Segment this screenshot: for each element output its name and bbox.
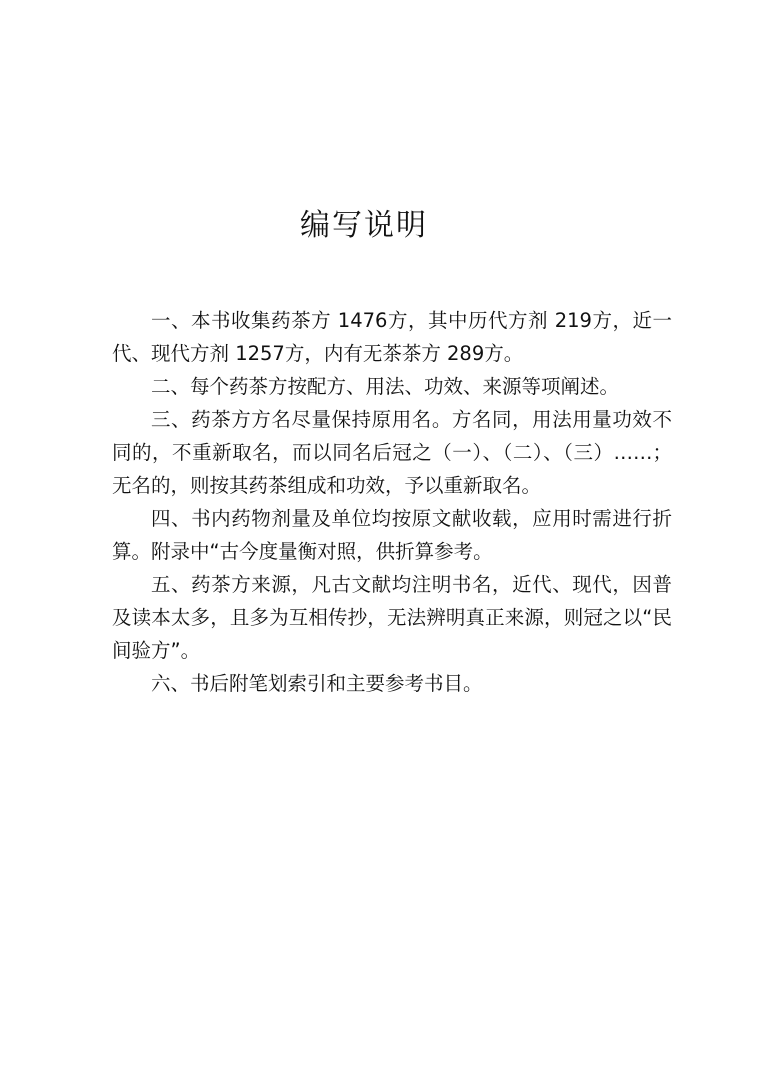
paragraph-2: 二、每个药茶方按配方、用法、功效、来源等项阐述。 <box>151 375 620 398</box>
paragraph-4: 四、书内药物剂量及单位均按原文献收载，应用时需进行折算。附录中“古今度量衡对照，供折算参考。 <box>112 507 672 563</box>
paragraph-6: 六、书后附笔划索引和主要参考书目。 <box>151 672 483 695</box>
paragraph-3: 三、药茶方方名尽量保持原用名。方名同，用法用量功效不同的，不重新取名，而以同名后冠之（一）、（二）、（三）……；无名的，则按其药茶组成和功效，予以重新取名。 <box>112 408 672 497</box>
paragraph-1: 一、本书收集药茶方 1476方，其中历代方剂 219方，近一代、现代方剂 1257方，内有无茶茶方 289方。 <box>112 309 672 365</box>
paragraph-5: 五、药茶方来源，凡古文献均注明书名，近代、现代，因普及读本太多，且多为互相传抄，无法辨明真正来源，则冠之以“民间验方”。 <box>112 573 672 662</box>
instructions-body <box>112 304 672 700</box>
page-title: 编写说明 <box>300 208 428 243</box>
